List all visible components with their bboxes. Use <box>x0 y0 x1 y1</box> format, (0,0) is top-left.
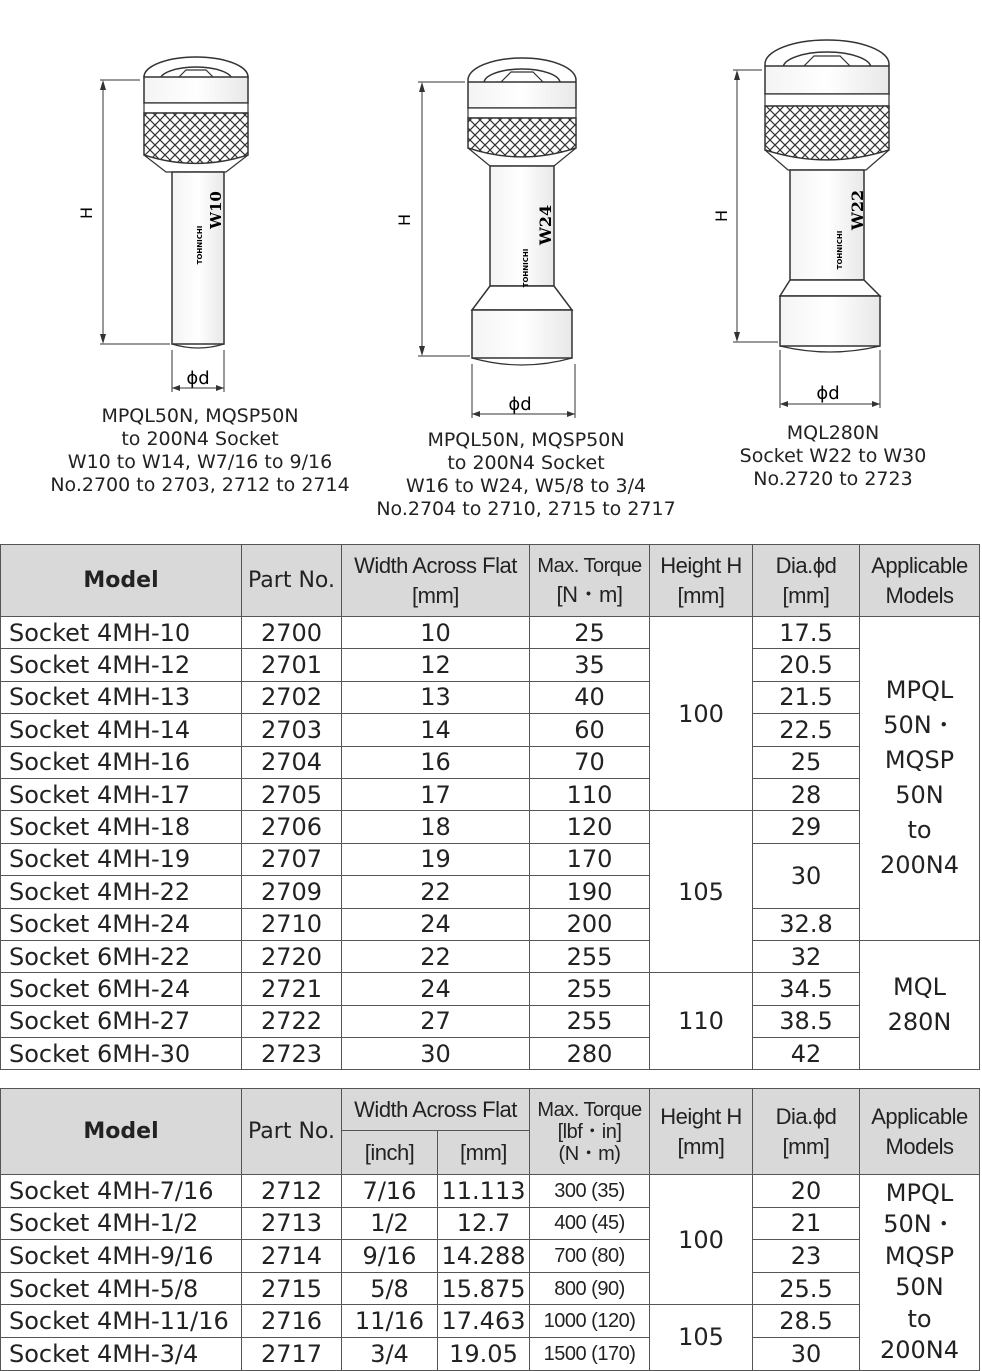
fig3-caption <box>720 422 946 491</box>
header-line: [mm] <box>782 1133 830 1159</box>
cell-model: Socket 4MH-14 <box>1 714 242 746</box>
cell-width: 24 <box>342 973 530 1005</box>
cell-dia: 20 <box>753 1175 860 1208</box>
cell-torque: 800 (90) <box>530 1272 650 1305</box>
header-dia <box>753 545 860 617</box>
cell-inch: 5/8 <box>342 1272 438 1305</box>
applicable-line: MPQL <box>885 1178 954 1207</box>
caption-line: MPQL50N, MQSP50N <box>427 429 625 451</box>
cell-torque: 1000 (120) <box>530 1305 650 1338</box>
cell-applicable <box>860 617 980 941</box>
cell-dia: 30 <box>753 1337 860 1370</box>
cell-part: 2714 <box>242 1240 342 1273</box>
cell-width: 30 <box>342 1038 530 1070</box>
cell-width: 16 <box>342 746 530 778</box>
cell-torque: 300 (35) <box>530 1175 650 1208</box>
fig1-h-label: H <box>77 206 96 220</box>
fig1-caption <box>40 405 360 497</box>
cell-model: Socket 6MH-27 <box>1 1005 242 1037</box>
cell-height: 100 <box>650 1175 753 1305</box>
header-line: [mm] <box>412 582 459 608</box>
cell-width: 22 <box>342 876 530 908</box>
cell-dia: 30 <box>753 843 860 908</box>
table-row <box>1 1038 980 1070</box>
socket-figures <box>0 0 982 530</box>
cell-dia: 42 <box>753 1038 860 1070</box>
header-line: Models <box>885 1133 954 1159</box>
cell-part: 2700 <box>242 617 342 649</box>
header-line: Width Across Flat <box>354 552 517 578</box>
cell-model: Socket 4MH-12 <box>1 649 242 681</box>
applicable-line: to <box>907 816 932 845</box>
cell-model: Socket 4MH-3/4 <box>1 1337 242 1370</box>
cell-part: 2717 <box>242 1337 342 1370</box>
cell-width: 10 <box>342 617 530 649</box>
cell-torque: 255 <box>530 973 650 1005</box>
cell-torque: 190 <box>530 876 650 908</box>
cell-torque: 70 <box>530 746 650 778</box>
table-row <box>1 1005 980 1037</box>
fig2-size-mark: W24 <box>536 204 555 246</box>
fig1-d-label: ϕd <box>186 368 210 389</box>
header-part-no: Part No. <box>242 1089 342 1175</box>
cell-dia: 32 <box>753 940 860 972</box>
applicable-line: 50N・ <box>883 711 956 740</box>
header-row <box>1 545 980 617</box>
cell-torque: 255 <box>530 1005 650 1037</box>
header-width-mm: [mm] <box>438 1131 530 1175</box>
cell-torque: 255 <box>530 940 650 972</box>
cell-torque: 25 <box>530 617 650 649</box>
applicable-line: to <box>907 1304 932 1333</box>
cell-mm: 14.288 <box>438 1240 530 1273</box>
caption-line: W10 to W14, W7/16 to 9/16 <box>67 451 333 473</box>
cell-part: 2722 <box>242 1005 342 1037</box>
applicable-line: MQSP <box>884 746 955 775</box>
cell-model: Socket 4MH-1/2 <box>1 1207 242 1240</box>
header-width: Width Across Flat <box>342 1089 530 1131</box>
cell-part: 2721 <box>242 973 342 1005</box>
caption-line: No.2700 to 2703, 2712 to 2714 <box>50 474 350 496</box>
cell-width: 22 <box>342 940 530 972</box>
table-row <box>1 681 980 713</box>
cell-part: 2702 <box>242 681 342 713</box>
cell-torque: 280 <box>530 1038 650 1070</box>
header-line: (N・m) <box>558 1142 621 1165</box>
cell-applicable <box>860 1175 980 1371</box>
cell-dia: 17.5 <box>753 617 860 649</box>
cell-part: 2720 <box>242 940 342 972</box>
header-line: Dia.ϕd <box>775 552 837 578</box>
cell-applicable <box>860 940 980 1070</box>
metric-socket-table <box>0 544 980 1070</box>
table-row <box>1 973 980 1005</box>
cell-height: 105 <box>650 1305 753 1370</box>
cell-height: 110 <box>650 973 753 1070</box>
header-line: [lbf・in] <box>557 1120 622 1143</box>
applicable-line: 200N4 <box>879 1336 960 1365</box>
cell-part: 2704 <box>242 746 342 778</box>
table-row <box>1 649 980 681</box>
cell-mm: 11.113 <box>438 1175 530 1208</box>
cell-part: 2703 <box>242 714 342 746</box>
header-line: Applicable <box>871 1103 968 1129</box>
cell-model: Socket 4MH-16 <box>1 746 242 778</box>
cell-width: 14 <box>342 714 530 746</box>
cell-inch: 3/4 <box>342 1337 438 1370</box>
caption-line: MQL280N <box>786 422 880 444</box>
cell-dia: 25.5 <box>753 1272 860 1305</box>
cell-width: 17 <box>342 778 530 810</box>
cell-torque: 400 (45) <box>530 1207 650 1240</box>
cell-width: 27 <box>342 1005 530 1037</box>
cell-torque: 110 <box>530 778 650 810</box>
cell-inch: 11/16 <box>342 1305 438 1338</box>
cell-torque: 1500 (170) <box>530 1337 650 1370</box>
caption-line: No.2720 to 2723 <box>753 468 913 490</box>
cell-dia: 25 <box>753 746 860 778</box>
cell-model: Socket 6MH-22 <box>1 940 242 972</box>
cell-part: 2712 <box>242 1175 342 1208</box>
table-row <box>1 1240 980 1273</box>
cell-model: Socket 4MH-24 <box>1 908 242 940</box>
header-applicable <box>860 545 980 617</box>
caption-line: No.2704 to 2710, 2715 to 2717 <box>376 498 676 520</box>
fig2-brand: TOHNICHI <box>522 248 530 288</box>
header-line: [mm] <box>782 582 830 608</box>
cell-dia: 34.5 <box>753 973 860 1005</box>
table-row <box>1 1337 980 1370</box>
cell-dia: 20.5 <box>753 649 860 681</box>
cell-model: Socket 4MH-11/16 <box>1 1305 242 1338</box>
table-row <box>1 778 980 810</box>
table-row <box>1 1175 980 1208</box>
header-model: Model <box>1 545 242 617</box>
cell-height: 105 <box>650 811 753 973</box>
cell-part: 2707 <box>242 843 342 875</box>
cell-inch: 7/16 <box>342 1175 438 1208</box>
applicable-line: 50N <box>895 781 944 810</box>
header-line: Models <box>885 582 954 608</box>
cell-model: Socket 4MH-18 <box>1 811 242 843</box>
cell-model: Socket 4MH-5/8 <box>1 1272 242 1305</box>
applicable-line: MQSP <box>884 1241 955 1270</box>
cell-width: 24 <box>342 908 530 940</box>
header-model: Model <box>1 1089 242 1175</box>
cell-model: Socket 4MH-17 <box>1 778 242 810</box>
cell-torque: 170 <box>530 843 650 875</box>
cell-dia: 38.5 <box>753 1005 860 1037</box>
cell-torque: 40 <box>530 681 650 713</box>
cell-torque: 700 (80) <box>530 1240 650 1273</box>
header-applicable <box>860 1089 980 1175</box>
table-row <box>1 908 980 940</box>
cell-dia: 23 <box>753 1240 860 1273</box>
table-row <box>1 1207 980 1240</box>
cell-part: 2716 <box>242 1305 342 1338</box>
caption-line: to 200N4 Socket <box>121 428 279 450</box>
caption-line: to 200N4 Socket <box>447 452 605 474</box>
cell-part: 2715 <box>242 1272 342 1305</box>
cell-part: 2701 <box>242 649 342 681</box>
fig3-brand: TOHNICHI <box>836 230 844 270</box>
cell-part: 2709 <box>242 876 342 908</box>
inch-socket-table <box>0 1088 980 1371</box>
cell-width: 18 <box>342 811 530 843</box>
fig1-size-mark: W10 <box>207 191 225 229</box>
header-height <box>650 545 753 617</box>
caption-line: MPQL50N, MQSP50N <box>101 405 299 427</box>
cell-part: 2710 <box>242 908 342 940</box>
cell-torque: 35 <box>530 649 650 681</box>
table-row <box>1 746 980 778</box>
cell-dia: 21.5 <box>753 681 860 713</box>
header-height <box>650 1089 753 1175</box>
header-line: Max. Torque <box>537 1098 642 1121</box>
header-part-no: Part No. <box>242 545 342 617</box>
fig2-caption <box>366 429 686 521</box>
cell-width: 13 <box>342 681 530 713</box>
cell-dia: 28.5 <box>753 1305 860 1338</box>
table-row <box>1 617 980 649</box>
cell-dia: 28 <box>753 778 860 810</box>
header-dia <box>753 1089 860 1175</box>
cell-part: 2713 <box>242 1207 342 1240</box>
cell-part: 2723 <box>242 1038 342 1070</box>
header-torque <box>530 1089 650 1175</box>
cell-torque: 60 <box>530 714 650 746</box>
cell-height: 100 <box>650 617 753 811</box>
applicable-line: MPQL <box>885 676 954 705</box>
cell-mm: 19.05 <box>438 1337 530 1370</box>
fig3-d-label: ϕd <box>816 383 840 404</box>
cell-model: Socket 4MH-19 <box>1 843 242 875</box>
cell-mm: 15.875 <box>438 1272 530 1305</box>
cell-model: Socket 6MH-30 <box>1 1038 242 1070</box>
cell-model: Socket 4MH-13 <box>1 681 242 713</box>
fig2-h-label: H <box>395 213 414 227</box>
table-row <box>1 1305 980 1338</box>
cell-part: 2705 <box>242 778 342 810</box>
cell-model: Socket 6MH-24 <box>1 973 242 1005</box>
table-row <box>1 811 980 843</box>
cell-inch: 9/16 <box>342 1240 438 1273</box>
cell-torque: 120 <box>530 811 650 843</box>
header-torque <box>530 545 650 617</box>
header-width <box>342 545 530 617</box>
applicable-line: 280N <box>887 1008 952 1037</box>
header-line: Height H <box>660 552 742 578</box>
cell-width: 19 <box>342 843 530 875</box>
cell-dia: 21 <box>753 1207 860 1240</box>
cell-mm: 12.7 <box>438 1207 530 1240</box>
cell-part: 2706 <box>242 811 342 843</box>
header-line: [mm] <box>677 1133 725 1159</box>
header-row <box>1 1089 980 1131</box>
cell-dia: 32.8 <box>753 908 860 940</box>
caption-line: W16 to W24, W5/8 to 3/4 <box>405 475 647 497</box>
header-line: Applicable <box>871 552 968 578</box>
fig1-brand: TOHNICHI <box>196 225 204 265</box>
header-width-inch: [inch] <box>342 1131 438 1175</box>
cell-dia: 22.5 <box>753 714 860 746</box>
table-row <box>1 714 980 746</box>
cell-inch: 1/2 <box>342 1207 438 1240</box>
applicable-line: 50N <box>895 1273 944 1302</box>
header-line: Max. Torque <box>537 554 642 577</box>
header-line: Dia.ϕd <box>775 1103 837 1129</box>
cell-width: 12 <box>342 649 530 681</box>
table-row <box>1 843 980 875</box>
cell-mm: 17.463 <box>438 1305 530 1338</box>
fig3-h-label: H <box>712 209 731 223</box>
cell-dia: 29 <box>753 811 860 843</box>
applicable-line: MQL <box>893 973 946 1002</box>
table-row <box>1 1272 980 1305</box>
cell-model: Socket 4MH-22 <box>1 876 242 908</box>
header-line: [N・m] <box>556 581 623 607</box>
fig2-d-label: ϕd <box>508 394 532 415</box>
table-row <box>1 940 980 972</box>
header-line: [mm] <box>677 582 725 608</box>
fig3-size-mark: W22 <box>848 189 867 231</box>
cell-torque: 200 <box>530 908 650 940</box>
applicable-line: 200N4 <box>879 851 960 880</box>
cell-model: Socket 4MH-10 <box>1 617 242 649</box>
cell-model: Socket 4MH-9/16 <box>1 1240 242 1273</box>
caption-line: Socket W22 to W30 <box>739 445 927 467</box>
cell-model: Socket 4MH-7/16 <box>1 1175 242 1208</box>
socket-drawing-1 <box>100 57 248 392</box>
applicable-line: 50N・ <box>883 1210 956 1239</box>
header-line: Height H <box>660 1103 742 1129</box>
